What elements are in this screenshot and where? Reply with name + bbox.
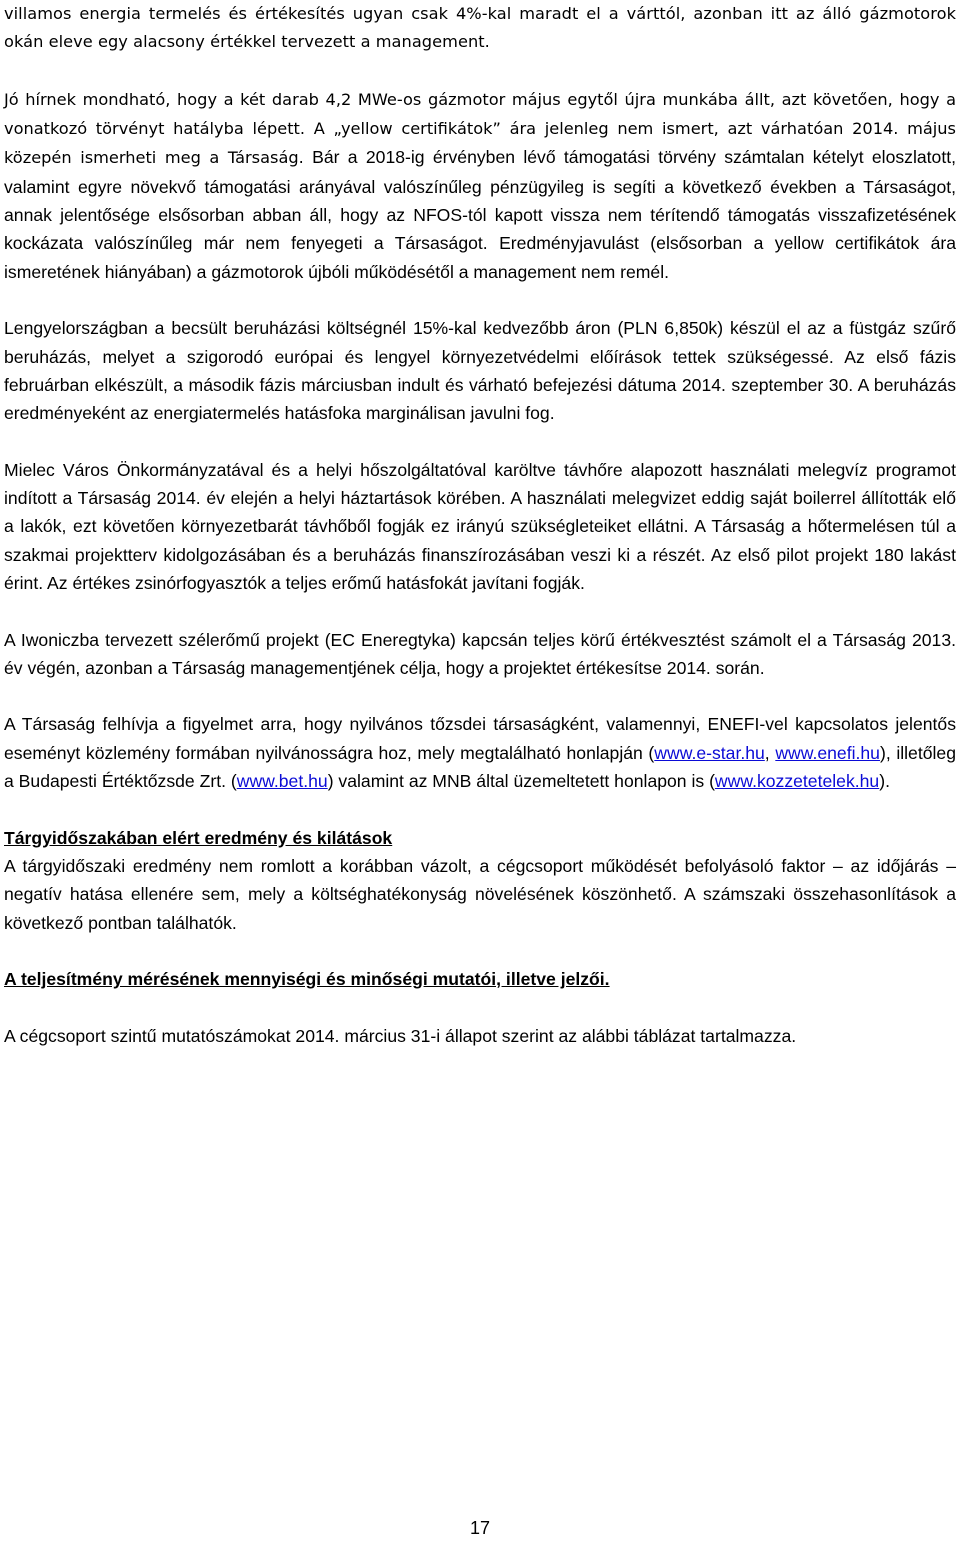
link-estar[interactable]: www.e-star.hu (654, 742, 765, 763)
link-bet[interactable]: www.bet.hu (236, 771, 328, 792)
document-page (4, 0, 956, 1050)
disclosure-separator: , (764, 742, 776, 763)
paragraph-energy-production: villamos energia termelés és értékesítés ugyan csak 4%-kal maradt el a várttól, azonban itt az álló gázmotorok okán eleve egy alacsony értékkel tervezett a management. (4, 4, 956, 52)
paragraph-spacer (4, 286, 956, 314)
link-kozzetetelek[interactable]: www.kozzetetelek.hu (714, 771, 880, 792)
disclosure-text-2: ), illetőleg a Budapesti Értéktőzsde Zrt. ( (4, 742, 956, 792)
paragraph-gas-engines-lead: Jó hírnek mondható, hogy a két darab 4,2 MWe-os gázmotor május egytől újra munkába állt, azt követően, hogy a vonatkozó törvényt hatályba lépett. A „yellow certifikátok” ára jelenleg nem ismert, azt várhatóan 2014. május közepén ismerheti meg a Társaság. (4, 89, 956, 168)
paragraph-spacer (4, 937, 956, 965)
paragraph-spacer (4, 57, 956, 85)
paragraph-results: A tárgyidőszaki eredmény nem romlott a korábban vázolt, a cégcsoport működését befolyásoló faktor – az időjárás – negatív hatása ellenére sem, mely a költséghatékonyság növelésének köszönhető. A számszaki összehasonlítások a következő pontban találhatók. (4, 855, 956, 933)
paragraph-spacer (4, 795, 956, 823)
paragraph-flue-gas-investment: Lengyelországban a becsült beruházási költségnél 15%-kal kedvezőbb áron (PLN 6,850k) készül el az a füstgáz szűrő beruházás, melyet a szigorodó európai és lengyel környezetvédelmi előírások tettek szükségessé. Az első fázis februárban elkészült, a második fázis márciusban indult és várható befejezési dátuma 2014. szeptember 30. A beruházás eredményeként az energiatermelés hatásfoka marginálisan javulni fog. (4, 318, 956, 424)
disclosure-text-1: A Társaság felhívja a figyelmet arra, hogy nyilvános tőzsdei társaságként, valamennyi, ENEFI-vel kapcsolatos jelentős eseményt közlemény formában nyilvánosságra hoz, mely megtalálható honlapján ( (4, 714, 956, 763)
paragraph-gas-engines (4, 85, 956, 286)
section-heading-indicators: A teljesítmény mérésének mennyiségi és minőségi mutatói, illetve jelzői. (4, 969, 610, 990)
paragraph-spacer (4, 427, 956, 455)
disclosure-text-4: ). (879, 771, 890, 792)
link-enefi[interactable]: www.enefi.hu (775, 742, 880, 763)
paragraph-spacer (4, 993, 956, 1021)
section-heading-results: Tárgyidőszakában elért eredmény és kilátások (4, 827, 393, 848)
disclosure-text-3: ) valamint az MNB által üzemeltetett honlapon is ( (327, 771, 715, 792)
paragraph-indicators-intro: A cégcsoport szintű mutatószámokat 2014. március 31-i állapot szerint az alábbi táblázat tartalmazza. (4, 1025, 797, 1046)
page-number: 17 (469, 1518, 491, 1538)
paragraph-disclosure (4, 710, 956, 795)
paragraph-gas-engines-rest: Bár a 2018-ig érvényben lévő támogatási törvény számtalan kételyt eloszlatott, valamint egyre növekvő támogatási arányával valószínűleg pénzügyileg is segíti a következő években a Társaságot, annak jelentősége elsősorban abban áll, hogy az NFOS-tól kapott vissza nem térítendő támogatás visszafizetésének kockázata valószínűleg már nem fenyegeti a Társaságot. Eredményjavulást (elsősorban a yellow certifikátok ára ismeretének hiányában) a gázmotorok újbóli működésétől a management nem remél. (4, 147, 956, 282)
paragraph-spacer (4, 597, 956, 625)
paragraph-wind-farm: A Iwoniczba tervezett szélerőmű projekt (EC Eneregtyka) kapcsán teljes körű értékvesztést számolt el a Társaság 2013. év végén, azonban a Társaság managementjének célja, hogy a projektet értékesítse 2014. során. (4, 629, 956, 678)
paragraph-mielec-program: Mielec Város Önkormányzatával és a helyi hőszolgáltatóval karöltve távhőre alapozott használati melegvíz programot indított a Társaság 2014. év elején a helyi háztartások körében. A használati melegvizet eddig saját boilerrel állították elő a lakók, ezt követően környezetbarát távhőből fogják ez irányú szükségleteiket ellátni. A Társaság a hőtermelésen túl a szakmai projektterv kidolgozásában és a beruházás finanszírozásában veszi ki a részét. Az első pilot projekt 180 lakást érint. Az értékes zsinórfogyasztók a teljes erőmű hatásfokát javítani fogják. (4, 459, 956, 593)
paragraph-spacer (4, 682, 956, 710)
